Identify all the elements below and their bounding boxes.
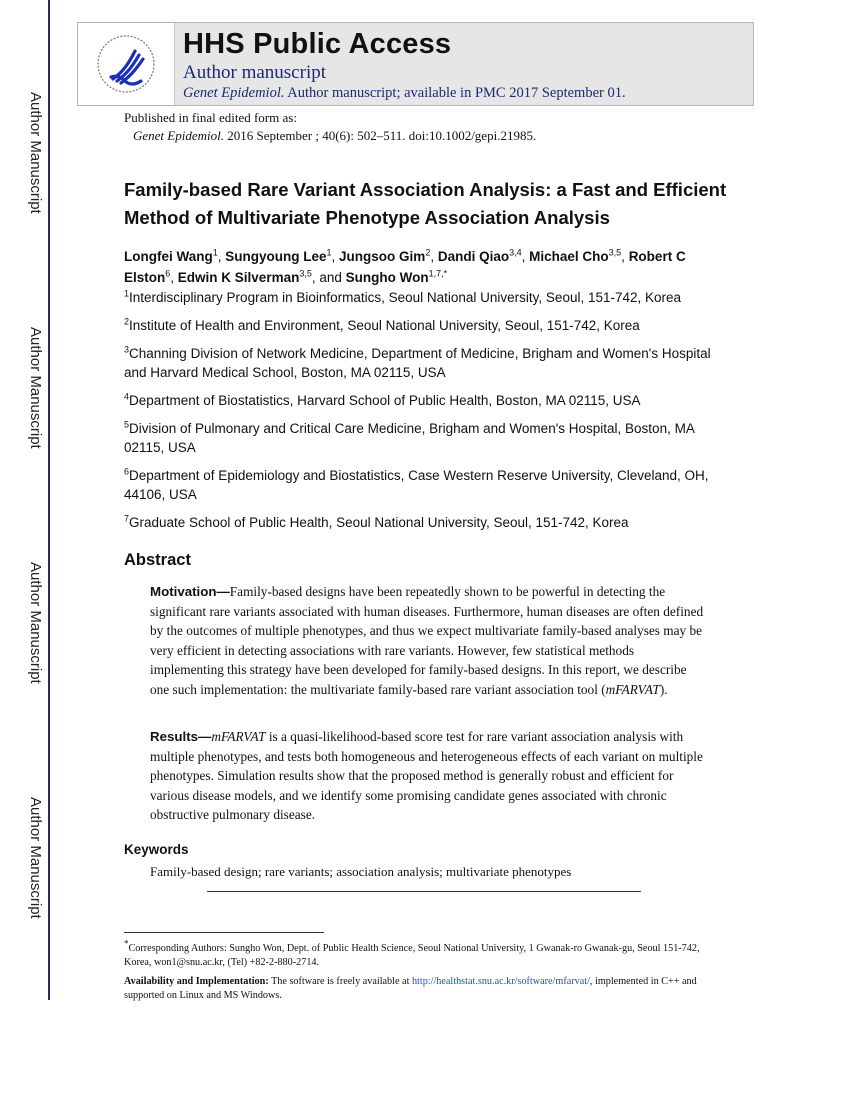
footnote-divider [124,932,324,933]
citation [124,127,536,145]
margin-label-author-manuscript: Author Manuscript [27,562,44,684]
availability-line [183,83,626,103]
author-separator: , [217,249,226,264]
affiliation [124,344,724,382]
availability-note [124,975,726,1003]
availability-label: Availability and Implementation: [124,976,269,987]
affiliation [124,513,724,532]
author-list [124,246,724,288]
affiliation [124,391,724,410]
author-manuscript-label: Author manuscript [183,62,327,83]
author: Michael Cho [529,249,609,264]
hhs-logo [78,23,175,105]
affiliation-number: 3 [124,344,130,355]
affiliation [124,419,724,457]
affiliation-list [124,288,724,541]
affiliation-number: 2 [124,316,130,327]
author-affiliation-mark: 1 [212,247,218,258]
author-affiliation-mark: 2 [425,247,431,258]
availability-pre: The software is freely available at [268,976,412,987]
affiliation-number: 7 [124,513,130,524]
affiliation-number: 1 [124,288,130,299]
affiliation-text: Department of Epidemiology and Biostatistics, Case Western Reserve University, Cleveland, OH, 44106, USA [124,468,709,502]
software-link[interactable]: http://healthstat.snu.ac.kr/software/mfarvat/ [411,976,590,987]
keywords-heading: Keywords [124,842,189,857]
affiliation-text: Graduate School of Public Health, Seoul National University, Seoul, 151-742, Korea [129,515,629,530]
article-title: Family-based Rare Variant Association Analysis: a Fast and Efficient Method of Multivariate Phenotype Association Analysis [124,179,727,228]
affiliation [124,288,724,307]
author-separator: , [521,249,530,264]
margin-label-author-manuscript: Author Manuscript [27,92,44,214]
author-separator: , [621,249,629,264]
keywords-divider [207,891,641,892]
results-label: Results— [150,729,212,744]
journal-name: Genet Epidemiol. [183,85,285,101]
affiliation-text: Channing Division of Network Medicine, Department of Medicine, Brigham and Women's Hospital and Harvard Medical School, Boston, MA 02115, USA [124,346,711,380]
banner-text [175,23,626,105]
author: Robert C Elston [124,249,686,285]
citation-journal: Genet Epidemiol. [133,128,224,143]
author-affiliation-mark: 1 [326,247,332,258]
availability-post: , implemented in C++ and supported on Linux and MS Windows. [124,976,697,1001]
author: Dandi Qiao [437,249,510,264]
availability-text: Author manuscript; available in PMC 2017 September 01. [284,85,626,101]
keywords-text: Family-based design; rare variants; association analysis; multivariate phenotypes [150,864,572,879]
author-affiliation-mark: 3,5 [299,268,312,279]
affiliation-text: Institute of Health and Environment, Seoul National University, Seoul, 151-742, Korea [129,318,640,333]
affiliation-number: 6 [124,466,130,477]
author: Edwin K Silverman [177,270,300,285]
motivation-end: ). [659,681,668,697]
author-affiliation-mark: 3,4 [509,247,522,258]
published-in [124,109,536,145]
margin-label-author-manuscript: Author Manuscript [27,327,44,449]
author-separator: , and [311,270,346,285]
hhs-header-banner [77,22,754,106]
author-separator: , [170,270,178,285]
published-label: Published in final edited form as: [124,110,297,125]
author: Sungyoung Lee [225,249,327,264]
author: Sungho Won [345,270,429,285]
affiliation [124,316,724,335]
margin-rule [48,0,50,1000]
tool-name: mFARVAT [605,681,660,697]
margin-label-author-manuscript: Author Manuscript [27,797,44,919]
corresponding-author-note [124,938,726,970]
motivation-label: Motivation— [150,584,230,599]
motivation-text: Family-based designs have been repeatedly shown to be powerful in detecting the significant rare variants associated with human diseases. Furthermore, human diseases are often defined by the outcomes of multiple phenotypes, and thus we expect multivariate family-based analyses may be very efficient in detecting associations with rare variants. However, few statistical methods implementing this strategy have been developed for family-based designs. In this report, we describe one such implementation: the multivariate family-based rare variant association tool ( [150,584,704,697]
affiliation [124,466,724,504]
affiliation-text: Division of Pulmonary and Critical Care Medicine, Brigham and Women's Hospital, Boston, MA 02115, USA [124,421,695,455]
author: Jungsoo Gim [339,249,426,264]
abstract-results [150,727,706,825]
affiliation-number: 4 [124,391,130,402]
abstract-motivation [150,582,706,700]
affiliation-number: 5 [124,419,130,430]
author-affiliation-mark: 3,5 [608,247,622,258]
author-separator: , [331,249,340,264]
tool-name: mFARVAT [211,729,266,744]
abstract-heading: Abstract [124,551,191,569]
affiliation-text: Department of Biostatistics, Harvard School of Public Health, Boston, MA 02115, USA [129,393,641,408]
results-text: is a quasi-likelihood-based score test for rare variant association analysis with multiple phenotypes, and tests both homogeneous and heterogeneous effects of each variant on multiple phenotypes. Simulation results show that the proposed method is generally robust and efficient for various disease models, and we identify some promising candidate genes associated with chronic obstructive pulmonary disease. [150,729,703,823]
footnote-mark: * [124,938,129,949]
hhs-eagle-seal-icon [91,29,161,99]
author: Longfei Wang [124,249,213,264]
author-affiliation-mark: 1,7,* [428,268,448,279]
author-affiliation-mark: 6 [165,268,171,279]
author-separator: , [430,249,438,264]
affiliation-text: Interdisciplinary Program in Bioinformatics, Seoul National University, Seoul, 151-742, Korea [129,290,682,305]
corresponding-text: Corresponding Authors: Sungho Won, Dept. of Public Health Science, Seoul National University, 1 Gwanak-ro Gwanak-gu, Seoul 151-742, Korea, won1@snu.ac.kr, (Tel) +82-2-880-2714. [124,943,700,968]
footnotes [124,938,726,1008]
citation-details: 2016 September ; 40(6): 502–511. doi:10.1002/gepi.21985. [223,128,537,143]
hhs-public-access-title: HHS Public Access [183,28,452,60]
